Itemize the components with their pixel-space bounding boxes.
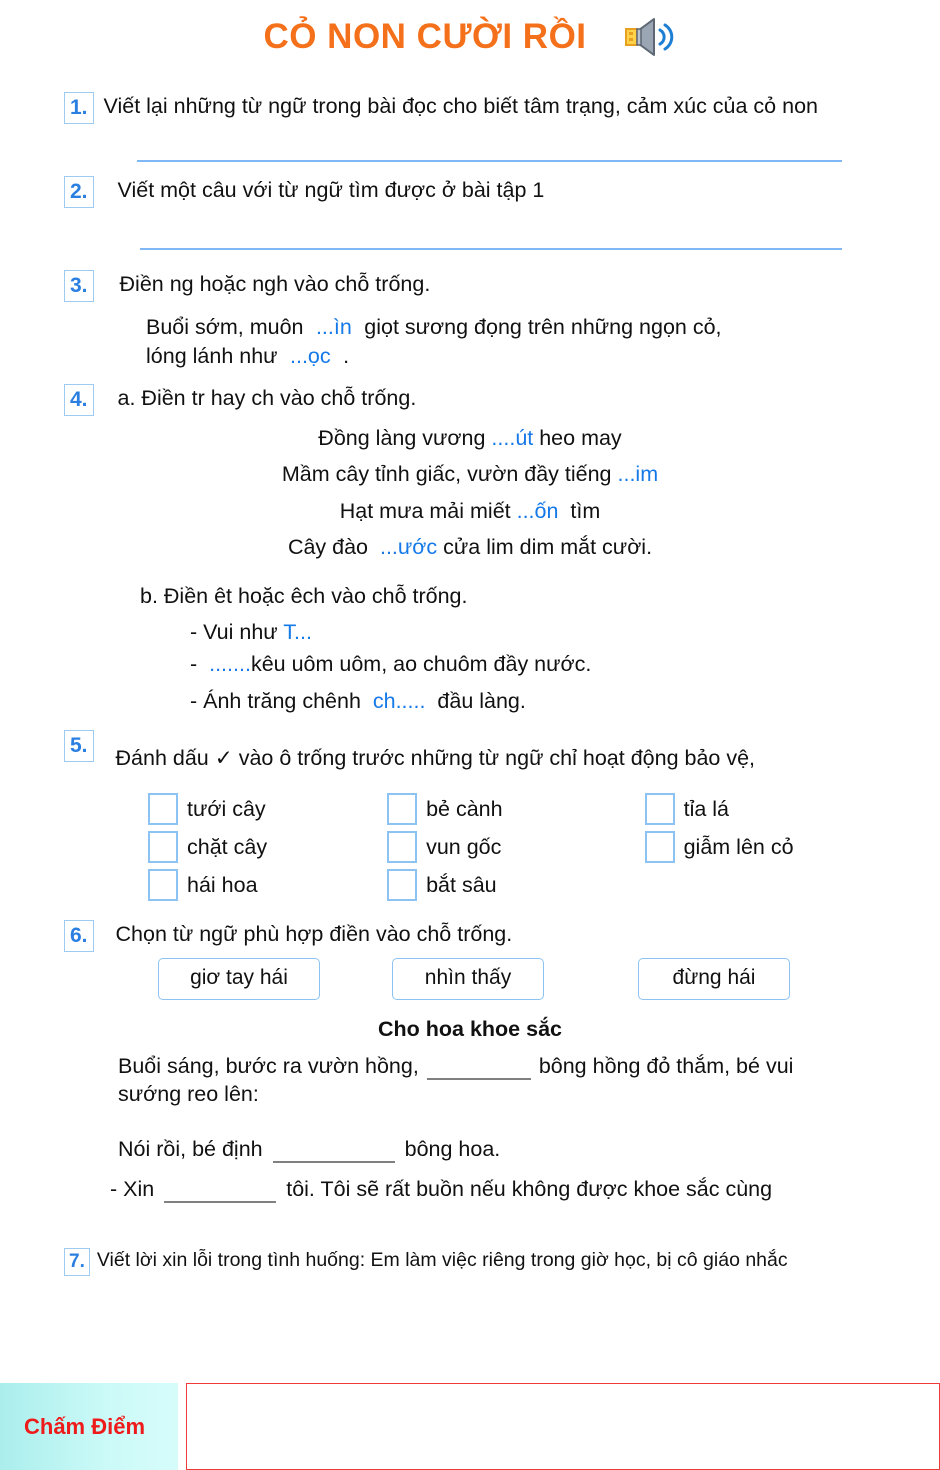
exercise-4b-item xyxy=(190,650,591,678)
ex3-line1-blank[interactable]: ...ìn xyxy=(315,315,352,339)
exercise-4-number: 4. xyxy=(64,384,94,416)
poem-line-1-before: Đồng làng vương xyxy=(318,426,492,450)
speaker-icon[interactable] xyxy=(617,14,677,60)
poem-line xyxy=(0,424,940,452)
exercise-3-sentence-1 xyxy=(146,313,722,341)
exercise-4 xyxy=(64,384,416,416)
ex3-line2-blank[interactable]: ...ọc xyxy=(290,344,331,368)
passage-paragraph-1 xyxy=(118,1052,908,1109)
ex4b-3-blank[interactable]: ch..... xyxy=(372,689,426,713)
exercise-5-number: 5. xyxy=(64,730,94,762)
exercise-1-number: 1. xyxy=(64,92,94,124)
exercise-6-chips xyxy=(158,958,790,1000)
passage-paragraph-2 xyxy=(118,1135,500,1163)
word-chip-dung-hai[interactable]: đừng hái xyxy=(638,958,790,1000)
poem-line-3-blank[interactable]: ...ốn xyxy=(516,498,559,523)
checkbox-label: chặt cây xyxy=(187,834,268,859)
passage-blank-3[interactable] xyxy=(164,1183,276,1203)
checkbox-item[interactable] xyxy=(148,828,267,866)
grade-button-label: Chấm Điểm xyxy=(24,1413,146,1439)
poem-line-2-blank[interactable]: ...im xyxy=(617,462,659,487)
ex3-line1-after: giọt sương đọng trên những ngọn cỏ, xyxy=(364,315,722,339)
exercise-3-number: 3. xyxy=(64,270,94,302)
exercise-4-prompt-b xyxy=(140,582,468,610)
checkbox-label: bắt sâu xyxy=(426,872,497,897)
passage-p1-after: bông hồng đỏ thắm, bé vui xyxy=(538,1054,794,1078)
exercise-7 xyxy=(64,1248,788,1276)
passage-p2-before: Nói rồi, bé định xyxy=(118,1137,263,1161)
ex4b-3-after: đầu làng. xyxy=(425,689,526,713)
checkbox-column xyxy=(645,790,794,904)
passage-p1-line2: sướng reo lên: xyxy=(118,1082,259,1107)
checkbox-item[interactable] xyxy=(387,866,503,904)
exercise-2 xyxy=(64,176,544,208)
exercise-3-sentence-2 xyxy=(146,342,349,370)
passage-blank-1[interactable] xyxy=(427,1060,531,1080)
ex4b-2-blank[interactable]: ....... xyxy=(209,652,251,676)
passage-p3-before: - Xin xyxy=(110,1177,155,1201)
checkbox-label: hái hoa xyxy=(187,872,258,897)
checkbox-giam-len-co[interactable] xyxy=(645,831,675,863)
exercise-3-prompt: Điền ng hoặc ngh vào chỗ trống. xyxy=(119,272,431,296)
passage-title-text: Cho hoa khoe sắc xyxy=(378,1017,562,1041)
exercise-6 xyxy=(64,920,512,952)
checkbox-be-canh[interactable] xyxy=(387,793,417,825)
passage-p1-before: Buổi sáng, bước ra vườn hồng, xyxy=(118,1054,419,1078)
poem-line-1-after: heo may xyxy=(533,426,622,450)
exercise-2-answer-line[interactable] xyxy=(140,248,842,250)
word-chip-nhin-thay[interactable]: nhìn thấy xyxy=(392,958,544,1000)
ex3-line2-after: . xyxy=(343,344,350,368)
poem-line-2-before: Mầm cây tỉnh giấc, vườn đầy tiếng xyxy=(281,462,618,487)
footer-bar xyxy=(0,1383,940,1470)
passage-p3-after: tôi. Tôi sẽ rất buồn nếu không được khoe sắc cùng xyxy=(286,1177,773,1201)
checkbox-chat-cay[interactable] xyxy=(148,831,178,863)
grade-button[interactable] xyxy=(0,1383,178,1470)
checkbox-label: giẫm lên cỏ xyxy=(683,834,794,859)
exercise-4b-item xyxy=(190,687,526,715)
ex4b-2-before: - xyxy=(190,652,210,676)
ex3-line2-before: lóng lánh như xyxy=(146,344,278,368)
ex4b-1-blank[interactable]: T... xyxy=(283,620,312,644)
checkbox-item[interactable] xyxy=(387,790,503,828)
checkbox-vun-goc[interactable] xyxy=(387,831,417,863)
exercise-1-prompt: Viết lại những từ ngữ trong bài đọc cho biết tâm trạng, cảm xúc của cỏ non xyxy=(103,94,818,118)
checkbox-bat-sau[interactable] xyxy=(387,869,417,901)
checkbox-item[interactable] xyxy=(387,828,503,866)
exercise-6-number: 6. xyxy=(64,920,94,952)
exercise-4-poem xyxy=(0,424,940,562)
checkbox-column xyxy=(148,790,267,904)
checkbox-column xyxy=(387,790,503,904)
checkbox-hai-hoa[interactable] xyxy=(148,869,178,901)
checkbox-label: tưới cây xyxy=(187,796,266,821)
checkbox-item[interactable] xyxy=(148,866,267,904)
ex4b-1-before: - Vui như xyxy=(190,620,284,644)
exercise-5-options xyxy=(148,790,794,904)
exercise-3 xyxy=(64,270,430,302)
poem-line-3-before: Hạt mưa mải miết xyxy=(339,498,517,523)
passage-blank-2[interactable] xyxy=(273,1143,395,1163)
poem-line-4-after: cửa lim dim mắt cười. xyxy=(437,535,653,560)
exercise-5 xyxy=(64,730,755,772)
passage-title xyxy=(0,1017,940,1042)
checkbox-tia-la[interactable] xyxy=(645,793,675,825)
page-title: CỎ NON CƯỜI RỒI xyxy=(263,17,587,56)
passage-paragraph-3 xyxy=(110,1175,772,1203)
poem-line-4-blank[interactable]: ...ước xyxy=(379,535,438,560)
poem-line xyxy=(0,460,940,488)
poem-line xyxy=(0,497,940,525)
page-header xyxy=(0,14,940,60)
exercise-4b-item xyxy=(190,618,312,646)
ex3-line1-before: Buổi sớm, muôn xyxy=(146,315,304,339)
checkbox-tuoi-cay[interactable] xyxy=(148,793,178,825)
exercise-7-prompt: Viết lời xin lỗi trong tình huống: Em làm việc riêng trong giờ học, bị cô giáo nhắc xyxy=(96,1249,788,1271)
checkbox-label: vun gốc xyxy=(426,834,502,859)
checkbox-label: bẻ cành xyxy=(426,796,503,821)
poem-line xyxy=(0,533,940,561)
exercise-4b-prompt-text: b. Điền êt hoặc êch vào chỗ trống. xyxy=(140,584,468,608)
passage-p2-after: bông hoa. xyxy=(404,1137,501,1161)
ex4b-3-before: - Ánh trăng chênh xyxy=(190,689,373,713)
exercise-1-answer-line[interactable] xyxy=(137,160,842,162)
checkbox-item[interactable] xyxy=(645,790,794,828)
poem-line-1-blank[interactable]: ....út xyxy=(491,426,534,450)
exercise-4-prompt-a: a. Điền tr hay ch vào chỗ trống. xyxy=(117,386,417,410)
checkbox-item[interactable] xyxy=(645,828,794,866)
word-chip-gio-tay-hai[interactable]: giơ tay hái xyxy=(158,958,320,1000)
exercise-2-number: 2. xyxy=(64,176,94,208)
checkbox-item[interactable] xyxy=(148,790,267,828)
exercise-1 xyxy=(64,92,818,124)
score-panel xyxy=(186,1383,940,1470)
ex4b-2-after: kêu uôm uôm, ao chuôm đầy nước. xyxy=(250,652,592,676)
exercise-5-prompt: Đánh dấu ✓ vào ô trống trước những từ ngữ chỉ hoạt động bảo vệ, xyxy=(115,746,756,770)
poem-line-4-before: Cây đào xyxy=(287,535,380,560)
exercise-2-prompt: Viết một câu với từ ngữ tìm được ở bài tập 1 xyxy=(117,178,545,202)
exercise-7-number: 7. xyxy=(64,1248,90,1276)
poem-line-3-after: tìm xyxy=(558,498,601,523)
checkbox-label: tỉa lá xyxy=(683,796,730,821)
exercise-6-prompt: Chọn từ ngữ phù hợp điền vào chỗ trống. xyxy=(115,922,513,946)
